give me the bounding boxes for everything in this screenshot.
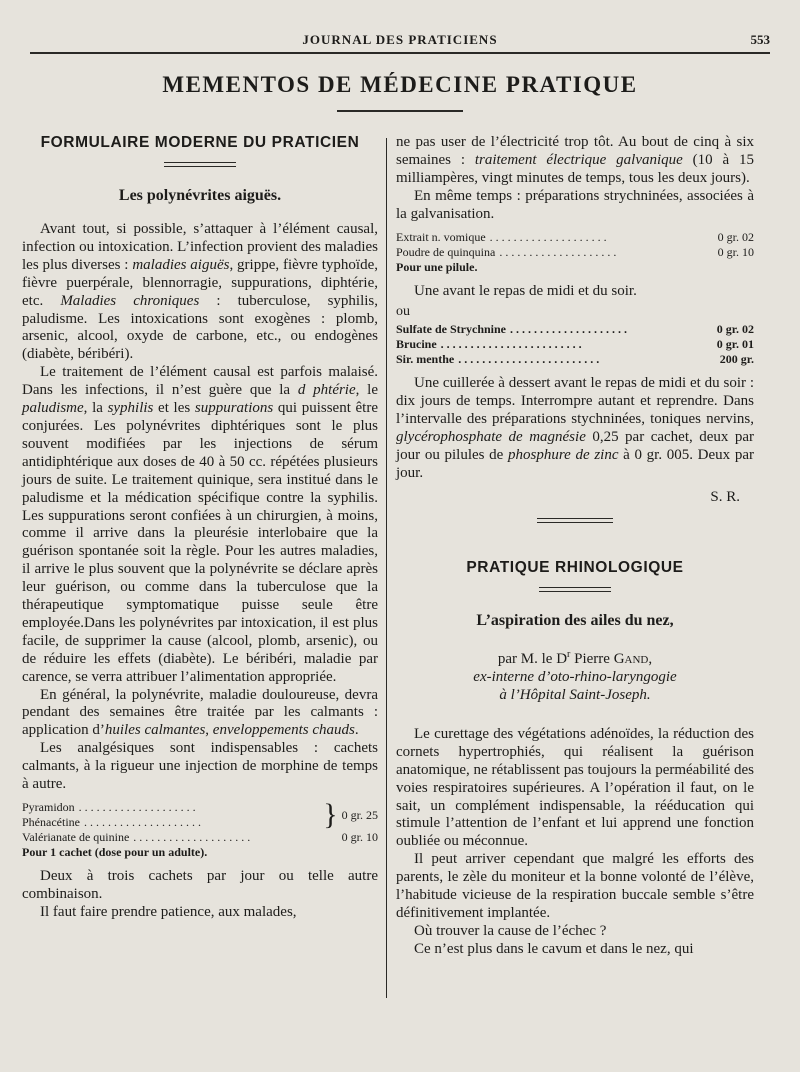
prescription-line: Extrait n. vomique . . . . . . . . . . . . . . . . . . . . 0 gr. 02 [396, 229, 754, 244]
article-title-polynevrites: Les polynévrites aiguës. [118, 187, 282, 204]
paragraph: Les analgésiques sont indispensables : cachets calmants, à la rigueur une injection de morphine de temps à autre. [22, 740, 378, 793]
section-heading-rhinologique: PRATIQUE RHINOLOGIQUE [466, 558, 684, 576]
page-number: 553 [750, 32, 770, 47]
alternative-marker: ou [396, 304, 410, 320]
section-heading-formulaire: FORMULAIRE MODERNE DU PRATICIEN [40, 134, 360, 151]
title-divider [337, 110, 463, 112]
paragraph: Le traitement de l’élément causal est parfois malaisé. Dans les infections, il n’est guère que la d phtérie, le paludisme, la syphilis et les suppurations qui puissent être conjurées. Les polynévrites diphtériques sont le plus souvent modifiées par les injections de sérum antidiphtérique aux doses de 40 à 50 cc. répétées plusieurs jours de suite. Le traitement quinique, sera institué dans le paludisme et la médication spécifique contre la syphilis. Les suppurations seront confiées à un chirurgien, à moins, comme il arrive dans la pleurésie interlobaire que la guérison spontanée soit la règle. Pour les autres maladies, il arrive le plus souvent que la polynévrite se déclare après leur guérison, ou comme dans la tuberculose que la thérapeutique symptomatique puisse seule être employée.Dans les polynévrites par intoxication, il est plus facile, de supprimer la cause (alcool, plomb, arsenic), ou de réduire les effets (diabète). Le béribéri, maladie par carence, se verra attribuer l’alimentation appropriée. [22, 364, 378, 685]
paragraph: En général, la polynévrite, maladie douloureuse, devra pendant des semaines être traitée par les calmants : application d’huiles calmantes, enveloppements chauds. [22, 686, 378, 739]
paragraph: Ce n’est plus dans le cavum et dans le nez, qui [414, 940, 694, 957]
author-affiliation: ex-interne d’oto-rhino-laryngogie [473, 668, 677, 685]
paragraph: Où trouver la cause de l’échec ? [414, 922, 607, 939]
prescription-dose: 0 gr. 25 [341, 807, 378, 822]
paragraph: ne pas user de l’électricité trop tôt. Au bout de cinq à six semaines : traitement électrique galvanique (10 à 15 milliampères, vingt minutes de temps, tous les deux jours). [396, 134, 754, 186]
right-column [396, 134, 754, 959]
prescription-cachets [22, 800, 378, 860]
column-divider [386, 138, 387, 998]
paragraph: Le curettage des végétations adénoïdes, la réduction des cornets hypertrophiés, qui réalisent la guérison anatomique, ne rétablissent pas toujours la perméabilité des voies respiratoires supérieures. A l’opération il faut, on le sait, un complément indispensable, la rééducation qui stimule l’attention de l’enfant et lui apprend une fonction oubliée ou méconnue. [396, 725, 754, 850]
paragraph: Il peut arriver cependant que malgré les efforts des parents, le zèle du moniteur et la bonne volonté de l’élève, l’habitude vicieuse de la respiration buccale semble s’être définitivement implantée. [396, 851, 754, 921]
prescription-pilule [396, 230, 754, 275]
prescription-note: Pour une pilule. [396, 259, 478, 274]
prescription-note: Pour 1 cachet (dose pour un adulte). [22, 845, 208, 859]
prescription-line: Brucine . . . . . . . . . . . . . . . . . . . . . . . . 0 gr. 01 [396, 337, 754, 352]
left-column [22, 134, 378, 922]
journal-title: JOURNAL DES PRATICIENS [302, 32, 498, 47]
paragraph: Une cuillerée à dessert avant le repas de midi et du soir : dix jours de temps. Interrompre autant et reprendre. Dans l’intervalle des préparations stychninées, toniques nervins, glycérophosphate de magnésie 0,25 par cachet, deux par jour ou pilules de phosphure de zinc à 0 gr. 005. Deux par jour. [396, 375, 754, 481]
paragraph: En même temps : préparations strychninées, associées à la galvanisation. [396, 187, 754, 222]
author-hospital: à l’Hôpital Saint-Joseph. [499, 686, 651, 703]
author-initials: S. R. [710, 488, 740, 505]
running-header [30, 30, 770, 54]
braced-ingredients [22, 800, 378, 830]
prescription-line: Valérianate de quinine . . . . . . . . . . . . . . . . . . . . 0 gr. 10 [22, 830, 378, 844]
paragraph: Avant tout, si possible, s’attaquer à l’élément causal, infection ou intoxication. L’infection provient des maladies les plus diverses : maladies aiguës, grippe, fièvre typhoïde, fièvre puerpérale, blennorragie, suppurations, diphtérie, etc. Maladies chroniques : tuberculose, syphilis, paludisme. Les intoxications sont exogènes : plomb, arsenic, alcool, oxyde de carbone, etc., ou endogènes (diabète, béribéri). [22, 221, 378, 363]
section-divider [539, 587, 611, 592]
page-title: MEMENTOS DE MÉDECINE PRATIQUE [162, 72, 638, 97]
paragraph: Deux à trois cachets par jour ou telle autre combinaison. [22, 868, 378, 902]
prescription-sirop [396, 322, 754, 367]
brace-symbol: } [323, 798, 338, 831]
paragraph: Il faut faire prendre patience, aux malades, [40, 903, 297, 920]
article-title-aspiration: L’aspiration des ailes du nez, [476, 611, 674, 629]
prescription-line: Pyramidon . . . . . . . . . . . . . . . . . . . . [22, 800, 196, 814]
prescription-line: Sulfate de Strychnine . . . . . . . . . . . . . . . . . . . . 0 gr. 02 [396, 322, 754, 337]
prescription-line: Sir. menthe . . . . . . . . . . . . . . . . . . . . . . . . 200 gr. [396, 352, 754, 367]
prescription-line: Phénacétine . . . . . . . . . . . . . . . . . . . . [22, 815, 201, 829]
prescription-line: Poudre de quinquina . . . . . . . . . . . . . . . . . . . . 0 gr. 10 [396, 244, 754, 259]
section-divider [164, 162, 236, 167]
paragraph: Une avant le repas de midi et du soir. [414, 282, 637, 299]
byline: par M. le $D^r$ Pierre Gand, [497, 648, 653, 667]
